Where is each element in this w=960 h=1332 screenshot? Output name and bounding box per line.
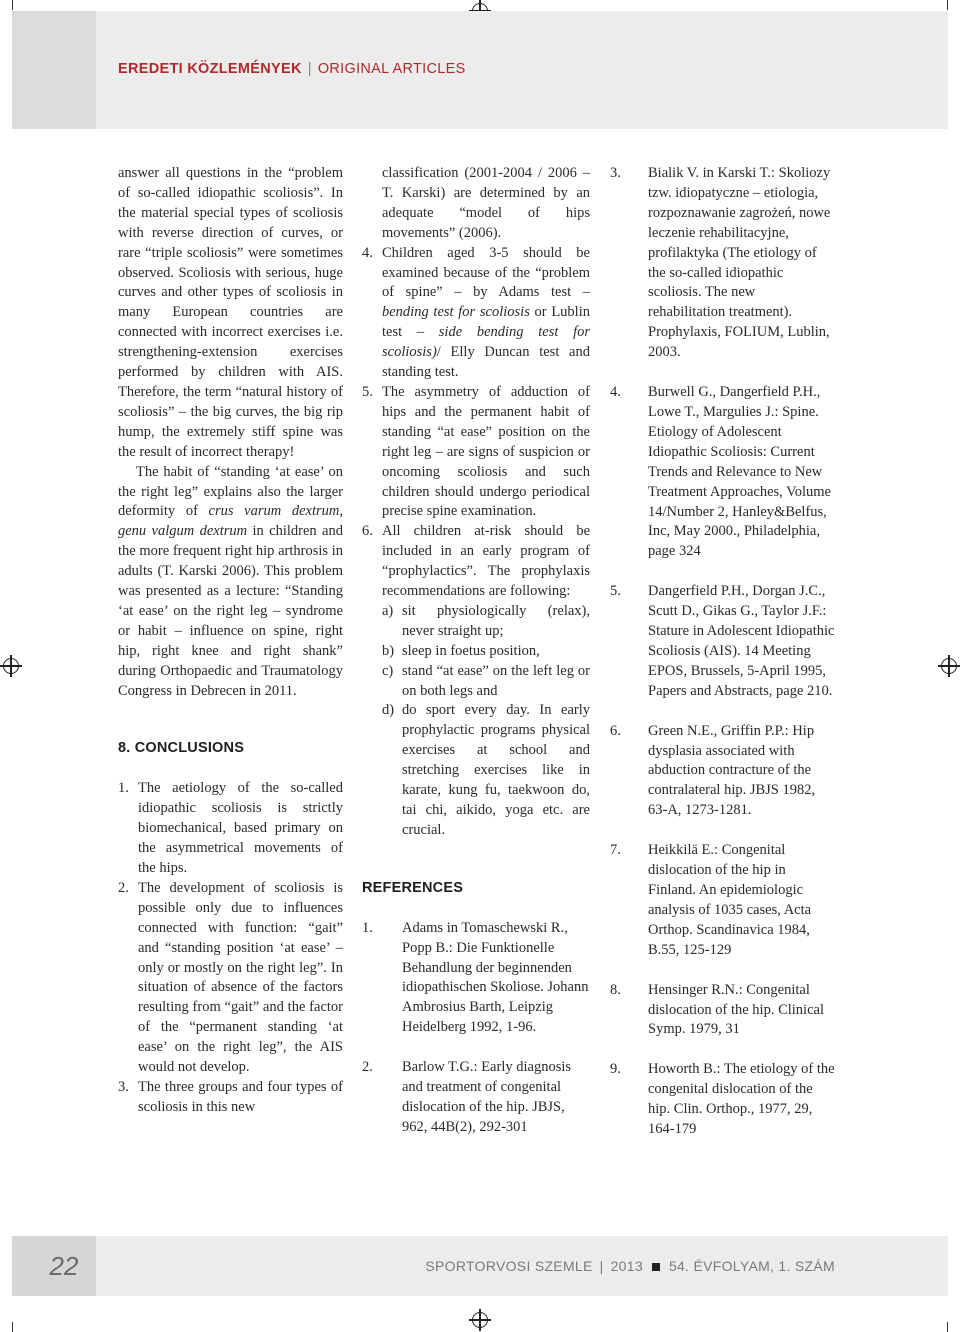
paragraph: answer all questions in the “problem of so-called idiopathic scoliosis”. In the material special types of scoliosis with reverse direction of curves, or rare “triple scoliosis” were sometimes observed. Scoliosis with serious, huge curves and other types of scoliosis in many European countries are connected with incorrect exercises i.e. strengthening-extension exercises performed by children with AIS. Therefore, the term “natural history of scoliosis” – the big curves, the big rip hump, the extremely stiff spine was the result of incorrect therapy!	[118, 165, 343, 460]
list-item: classification (2001-2004 / 2006 – T. Karski) are determined by an adequate “model of hips movements” (2006).	[382, 165, 590, 241]
list-item: 5. The asymmetry of adduction of hips and the permanent habit of standing “at ease” position on the right leg – are signs of suspicion or oncoming scoliosis and such children should undergo periodical precise spine examination.	[362, 383, 590, 520]
journal-info	[425, 1258, 835, 1274]
column-1	[118, 164, 343, 1118]
crop-mark	[12, 0, 13, 10]
registration-mark-icon	[472, 1312, 488, 1328]
crop-mark	[947, 1322, 948, 1332]
journal-volume: 54. ÉVFOLYAM, 1. SZÁM	[668, 1258, 835, 1274]
section-title-hu: EREDETI KÖZLEMÉNYEK	[118, 61, 302, 77]
reference-item: 6. Green N.E., Griffin P.P.: Hip dysplasia associated with abduction contracture of the contralateral hip. JBJS 1982, 63-A, 1273-1281.	[610, 722, 816, 819]
registration-mark-icon	[3, 658, 19, 674]
reference-item: 3. Bialik V. in Karski T.: Skoliozy tzw. idiopatyczne – etiologia, rozpoznawanie zagrożeń, nowe leczenie rehabilitacyjne, profilaktyka (The etiology of the so-called idiopathic scoliosis. The new rehabilitation treatment). Prophylaxis, FOLIUM, Lublin, 2003.	[610, 165, 831, 361]
column-3	[610, 164, 835, 1140]
reference-item: 9. Howorth B.: The etiology of the congenital dislocation of the hip. Clin. Orthop., 1977, 29, 164-179	[610, 1061, 835, 1138]
list-item: 2. The development of scoliosis is possible only due to influences connected with function: “gait” and “standing position ‘at ease’ – only or mostly on the right leg”. In situation of absence of the factors resulting from “gait” and the factor of the “permanent standing ‘at ease’ on the right leg”, the AIS would not develop.	[118, 879, 343, 1076]
list-item: 3. The three groups and four types of scoliosis in this new	[118, 1078, 343, 1115]
reference-item: 7. Heikkilä E.: Congenital dislocation of the hip in Finland. An epidemiologic analysis of 1035 cases, Acta Orthop. Scandinavica 1984, B.55, 125-129	[610, 842, 812, 958]
reference-item: 8. Hensinger R.N.: Congenital dislocation of the hip. Clinical Symp. 1979, 31	[610, 981, 824, 1038]
list-item: 6. All children at-risk should be included in an early program of “prophylactics”. The prophylaxis recommendations are following:	[362, 523, 590, 600]
sub-list-item: c) stand “at ease” on the left leg or on both legs and	[382, 662, 590, 699]
journal-year: 2013	[610, 1258, 643, 1274]
sub-list-item: b) sleep in foetus position,	[382, 642, 540, 659]
paragraph: The habit of “standing ‘at ease’ on the right leg” explains also the larger deformity of crus varum dextrum, genu valgum dextrum in children and the more frequent right hip arthrosis in adults (T. Karski 2006). This problem was presented as a lecture: “Standing ‘at ease’ on the right leg – syndrome or habit – influence on spine, right hip, right knee and right shank” during Orthopaedic and Traumatology Congress in Debrecen in 2011.	[118, 463, 343, 699]
header-tab	[12, 11, 96, 129]
sub-list-item: a) sit physiologically (relax), never straight up;	[382, 602, 590, 639]
crop-mark	[947, 0, 948, 10]
sub-list-item: d) do sport every day. In early prophylactic programs physical exercises at school and stretching exercises like in karate, kung fu, taekwoon do, tai chi, aikido, yoga etc. are crucial.	[382, 702, 590, 838]
reference-item: 2. Barlow T.G.: Early diagnosis and treatment of congenital dislocation of the hip. JBJS, 962, 44B(2), 292-301	[362, 1059, 572, 1135]
header-separator: |	[307, 61, 312, 77]
conclusions-heading: 8. CONCLUSIONS	[118, 740, 245, 757]
section-header	[118, 61, 466, 77]
footer-separator: |	[599, 1258, 604, 1274]
reference-item: 5. Dangerfield P.H., Dorgan J.C., Scutt D., Gikas G., Taylor J.F.: Stature in Adolescent Idiopathic Scoliosis (AIS). 14 Meeting EPOS, Brussels, 5-April 1995, Papers and Abstracts, page 210.	[610, 583, 835, 699]
references-heading: REFERENCES	[362, 879, 464, 896]
registration-mark-icon	[941, 658, 957, 674]
section-title-en: ORIGINAL ARTICLES	[317, 61, 466, 77]
list-item: 1. The aetiology of the so-called idiopathic scoliosis is strictly biomechanical, based primary on the asymmetrical movements of the hips.	[118, 780, 343, 876]
page-number: 22	[49, 1251, 79, 1281]
square-bullet-icon	[652, 1263, 660, 1271]
list-item: 4. Children aged 3-5 should be examined because of the “problem of spine” – by Adams test – bending test for scoliosis or Lublin test – side bending test for scoliosis)/ Elly Duncan test and standing test.	[362, 244, 590, 381]
journal-name: SPORTORVOSI SZEMLE	[425, 1258, 593, 1274]
crop-mark	[12, 1322, 13, 1332]
column-2	[362, 164, 590, 1138]
reference-item: 1. Adams in Tomaschewski R., Popp B.: Die Funktionelle Behandlung der beginnenden idiopathischen Skoliose. Johann Ambrosius Barth, Leipzig Heidelberg 1992, 1-96.	[362, 919, 589, 1036]
reference-item: 4. Burwell G., Dangerfield P.H., Lowe T., Margulies J.: Spine. Etiology of Adolescent Idiopathic Scoliosis: Current Trends and Relevance to New Treatment Approaches, Volume 14/Number 2, Hanley&Belfus, Inc, May 2000., Philadelphia, page 324	[610, 384, 831, 560]
